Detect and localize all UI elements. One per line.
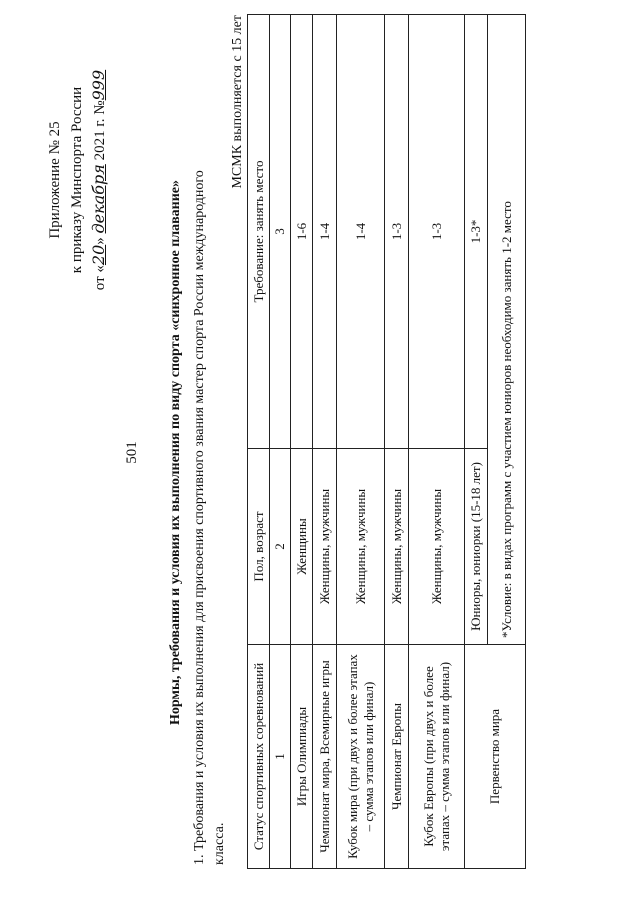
norms-table (247, 14, 526, 869)
document-title: Нормы, требования и условия их выполнения по виду спорта «синхронное плавание» (168, 179, 183, 726)
status-cell: Кубок Европы (при двух и более этапах – сумма этапов или финал) (409, 645, 465, 869)
table-row (465, 15, 488, 869)
gender-age-cell: Юниоры, юниорки (15-18 лет) (465, 449, 488, 645)
table-row (385, 15, 409, 869)
gender-age-cell: Женщины, мужчины (385, 449, 409, 645)
place-cell: 1-4 (337, 15, 385, 449)
appendix-line-1: Приложение № 25 (47, 121, 63, 239)
place-cell: 1-3 (409, 15, 465, 449)
appendix-date-line (88, 15, 111, 345)
header-status: Статус спортивных соревнований (248, 645, 270, 869)
place-cell: 1-3* (465, 15, 488, 449)
date-month: декабря (89, 164, 108, 234)
date-prefix: от « (92, 265, 108, 291)
gender-age-cell: Женщины (291, 449, 313, 645)
order-number: 999 (89, 69, 108, 101)
table-note: МСМК выполняется с 15 лет (230, 15, 245, 189)
status-cell: Кубок мира (при двух и более этапах – сумма этапов или финал) (337, 645, 385, 869)
date-day: 20 (89, 244, 108, 266)
table-row (409, 15, 465, 869)
status-cell: Первенство мира (465, 645, 526, 869)
appendix-line-2: к приказу Минспорта России (69, 86, 85, 274)
gender-age-cell: Женщины, мужчины (337, 449, 385, 645)
page-number: 501 (124, 441, 140, 464)
status-cell: Игры Олимпиады (291, 645, 313, 869)
header-place: Требование: занять место (248, 15, 270, 449)
column-number: 3 (270, 15, 291, 449)
place-cell: 1-3 (385, 15, 409, 449)
appendix-block (44, 15, 111, 345)
condition-note: *Условие: в видах программ с участием юниоров необходимо занять 1-2 место (488, 15, 526, 645)
header-gender-age: Пол, возраст (248, 449, 270, 645)
table-header-row (248, 15, 270, 869)
table-row (313, 15, 337, 869)
column-number: 1 (270, 645, 291, 869)
column-number: 2 (270, 449, 291, 645)
gender-age-cell: Женщины, мужчины (409, 449, 465, 645)
status-cell: Чемпионат Европы (385, 645, 409, 869)
table-row (291, 15, 313, 869)
place-cell: 1-6 (291, 15, 313, 449)
date-year: 2021 г. № (92, 100, 108, 165)
gender-age-cell: Женщины, мужчины (313, 449, 337, 645)
date-mid: » (92, 233, 108, 245)
place-cell: 1-4 (313, 15, 337, 449)
section-intro: 1. Требования и условия их выполнения для присвоения спортивного звания мастер спорта России международного класса. (192, 170, 227, 865)
table-column-numbers-row (270, 15, 291, 869)
table-row (337, 15, 385, 869)
status-cell: Чемпионат мира, Всемирные игры (313, 645, 337, 869)
